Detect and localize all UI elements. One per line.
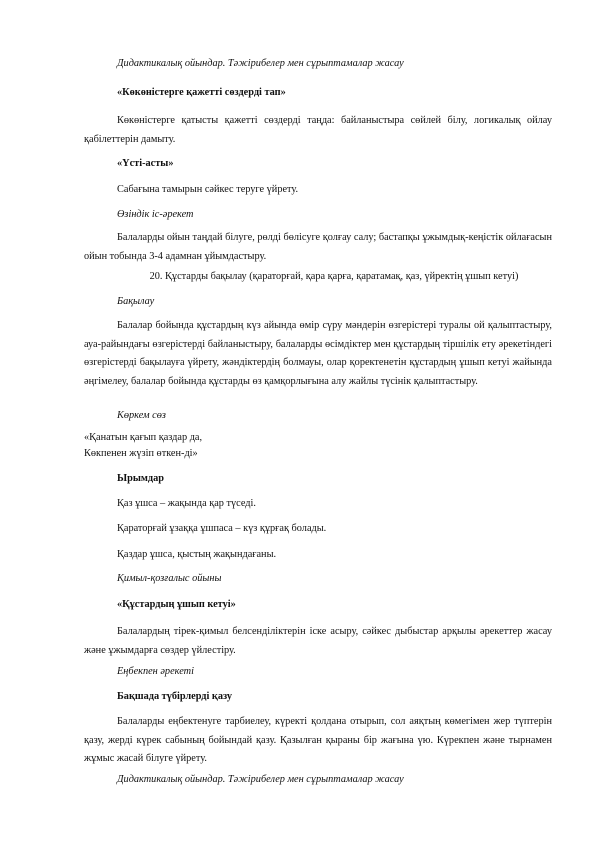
header-title: Дидактикалық ойындар. Тәжірибелер мен сұрыптамалар жасау: [117, 58, 404, 69]
game2-text: Сабағына тамырын сәйкес теруге үйрету.: [117, 184, 299, 195]
sign-item: Қараторғай ұзаққа ұшпаса – күз құрғақ болады.: [117, 523, 327, 534]
sign-item: Қаз ұшса – жақында қар түседі.: [117, 498, 256, 509]
labor-task: Бақшада түбірлерді қазу: [117, 691, 233, 702]
observation-title: Бақылау: [117, 296, 155, 307]
art-word-line2: Көкпенен жүзіп өткен-ді»: [84, 448, 198, 459]
independent-title: Өзіндік іс-әрекет: [117, 209, 194, 220]
art-word-line1: «Қанатын қағып қаздар да,: [84, 432, 203, 443]
section-20-heading: 20. Құстарды бақылау (қараторғай, қара қарға, қаратамақ, қаз, үйректің ұшып кетуі): [149, 271, 519, 282]
signs-title: Ырымдар: [117, 473, 164, 484]
game1-title: «Көкөністерге қажетті сөздерді тап»: [117, 87, 286, 98]
game2-title: «Үсті-асты»: [117, 158, 174, 169]
footer-title: Дидактикалық ойындар. Тәжірибелер мен сұрыптамалар жасау: [117, 774, 404, 785]
labor-text: Балаларды еңбектенуге тарбиелеу, күректі қолдана отырып, сол аяқтың көмегімен жер түптерін қазу, жерді күрек сабының бойындай қазу. Қазылған қыраны бір жағына үю. Күрекпен және тырнамен жұмыс жасай білуге үйрету.: [84, 716, 552, 764]
independent-text: Балаларды ойын таңдай білуге, рөлді бөлісуге қолғау салу; бастапқы ұжымдық-кеңістік ойлағасын ойын тобында 3-4 адамнан ұйымдастыру.: [84, 232, 552, 262]
movement-game-name: «Құстардың ұшып кетуі»: [117, 599, 236, 610]
art-word-title: Көркем сөз: [117, 410, 166, 421]
game1-text: Көкөністерге қатысты қажетті сөздерді таңда: байланыстыра сөйлей білу, логикалық ойлау қабілеттерін дамыту.: [84, 115, 552, 145]
movement-game-text: Балалардың тірек-қимыл белсенділіктерін іске асыру, сәйкес дыбыстар арқылы әрекеттер жасау және ұжымдарға сөздер үйлестіру.: [84, 626, 552, 656]
sign-item: Қаздар ұшса, қыстың жақындағаны.: [117, 549, 277, 560]
observation-text: Балалар бойында құстардың күз айында өмір сүру мәндерін өзгерістері туралы ой қалыптастыру, ауа-райындағы өзгерістерді байланыстыру, балаларды өсімдіктер мен құстардың тіршілік ету әрекетіндегі өзгерістерді бақылауға үйрету, жәндіктердің болмауы, олар қоректенетін құстардың ұшып кетуі жайында әңгімелеу, балалар бойында құстарды өз қамқорлығына алу жайлы түсінік қалыптастыру.: [84, 320, 552, 387]
movement-game-title: Қимыл-қозғалыс ойыны: [117, 573, 222, 584]
labor-title: Еңбекпен әрекеті: [117, 666, 194, 677]
